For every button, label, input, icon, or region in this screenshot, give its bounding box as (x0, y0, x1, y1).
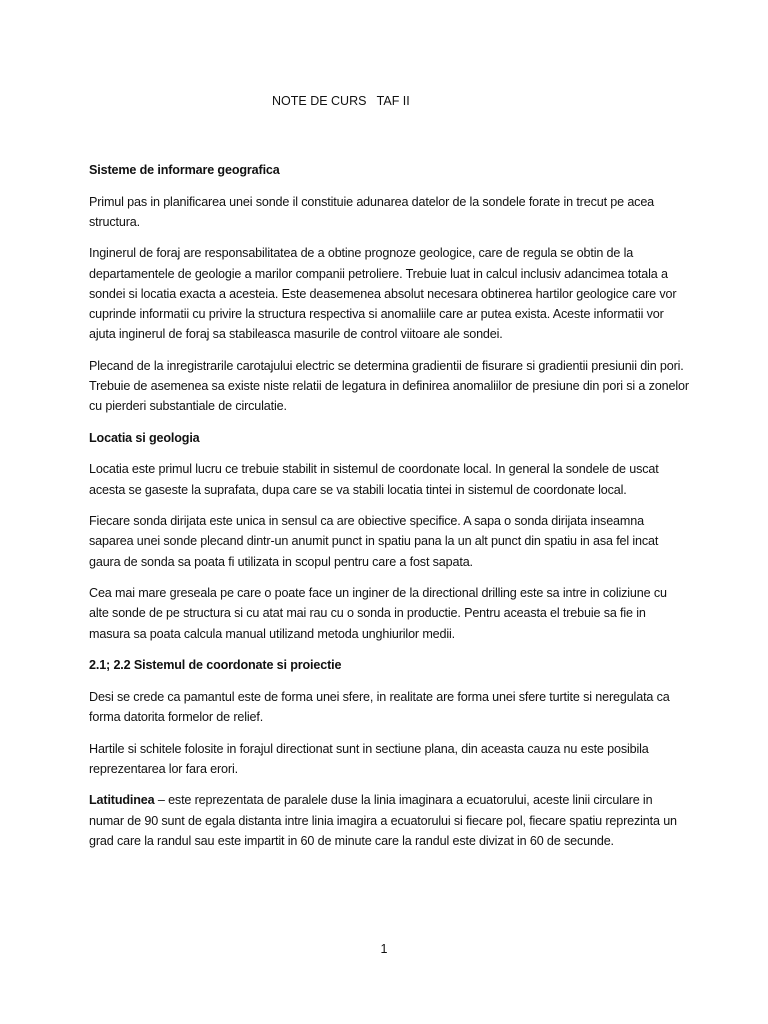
page-number: 1 (380, 942, 388, 956)
paragraph: Fiecare sonda dirijata este unica in sensul ca are obiective specifice. A sapa o sonda dirijata inseamna saparea unei sonde plecand dintr-un anumit punct in spatiu pana la un alt punct din spatiu in asa fel incat gaura de sonda sa poata fi utilizata in scopul pentru care a fost sapata. (89, 514, 659, 569)
document-title: NOTE DE CURS TAF II (272, 94, 410, 108)
section-heading-coordinate-system: 2.1; 2.2 Sistemul de coordonate si proiectie (89, 658, 342, 673)
latitude-term: Latitudinea (89, 793, 155, 808)
section-heading-location-geology: Locatia si geologia (89, 430, 200, 445)
section-heading-geographic-information: Sisteme de informare geografica (89, 163, 280, 177)
paragraph: Locatia este primul lucru ce trebuie stabilit in sistemul de coordonate local. In general la sondele de uscat acesta se gaseste la suprafata, dupa care se va stabili locatia tintei in sistemul de coordonate local. (89, 462, 659, 497)
paragraph-latitude (89, 790, 689, 851)
document-body (89, 160, 689, 862)
paragraph: Cea mai mare greseala pe care o poate face un inginer de la directional drilling este sa intre in coliziune cu alte sonde de pe structura si cu atat mai rau cu o sonda in productie. Pentru aceasta el trebuie sa fie in masura sa poata calcula manual utilizand metoda unghiurilor medii. (89, 586, 667, 641)
latitude-definition: – este reprezentata de paralele duse la linia imaginara a ecuatorului, aceste linii circulare in numar de 90 sunt de egala distanta intre linia imagira a ecuatorului si fiecare pol, fiecare spatiu reprezinta un grad care la randul sau este impartit in 60 de minute care la randul este divizat in 60 de secunde. (89, 793, 677, 848)
paragraph: Inginerul de foraj are responsabilitatea de a obtine prognoze geologice, care de regula se obtin de la departamentele de geologie a marilor companii petroliere. Trebuie luat in calcul inclusiv adancimea totala a sondei si locatia exacta a acesteia. Este deasemenea absolut necesara obtinerea hartilor geologice care vor cuprinde informatii cu privire la structura respectiva si anomaliile care ar putea exista. Aceste informatii vor ajuta inginerul de foraj sa stabileasca masurile de control viitoare ale sondei. (89, 246, 677, 342)
paragraph: Primul pas in planificarea unei sonde il constituie adunarea datelor de la sondele forate in trecut pe acea structura. (89, 194, 655, 229)
paragraph: Plecand de la inregistrarile carotajului electric se determina gradientii de fisurare si gradientii presiunii din pori. Trebuie de asemenea sa existe niste relatii de legatura in definirea anomaliilor de presiune din pori si a zonelor cu pierderi substantiale de circulatie. (89, 358, 689, 414)
paragraph: Hartile si schitele folosite in forajul directionat sunt in sectiune plana, din aceasta cauza nu este posibila reprezentarea lor fara erori. (89, 741, 649, 776)
paragraph: Desi se crede ca pamantul este de forma unei sfere, in realitate are forma unei sfere turtite si neregulata ca forma datorita formelor de relief. (89, 689, 670, 724)
